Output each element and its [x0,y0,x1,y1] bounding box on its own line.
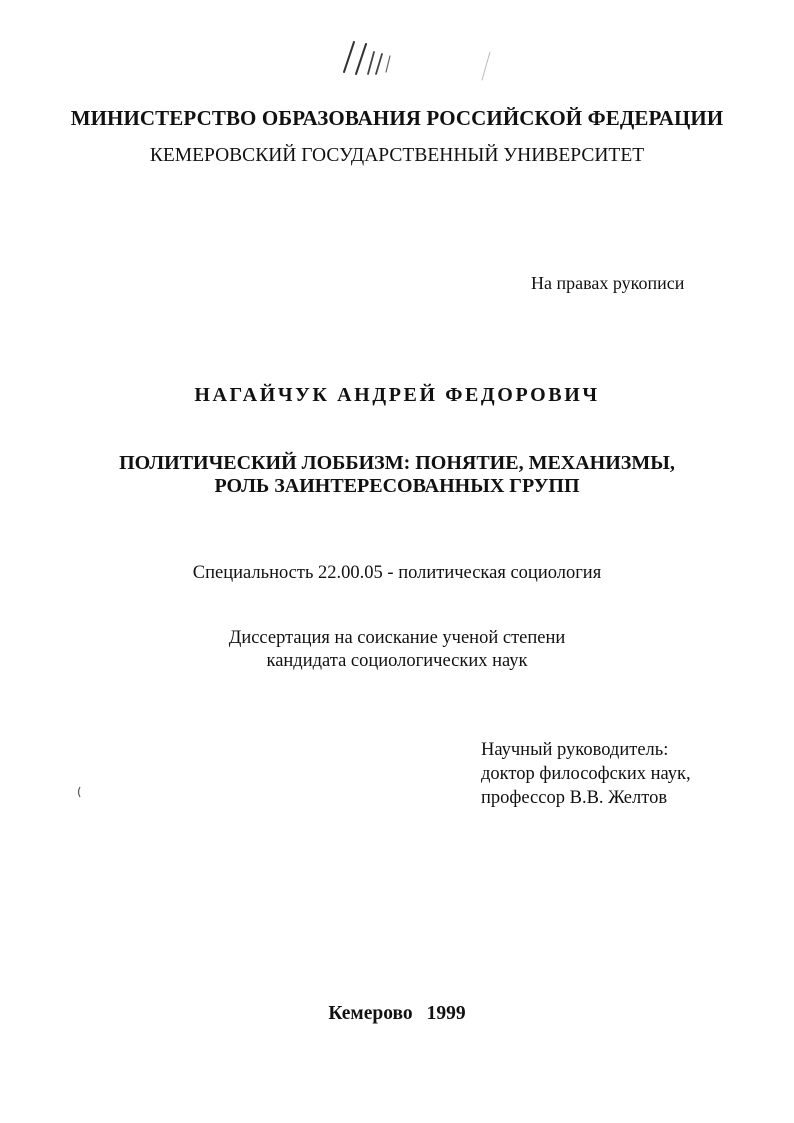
city: Кемерово [328,1003,413,1024]
dissertation-title-line-2: РОЛЬ ЗАИНТЕРЕСОВАННЫХ ГРУПП [214,475,580,497]
city-year [0,1003,794,1025]
scan-artifact [76,786,82,798]
university-heading: КЕМЕРОВСКИЙ ГОСУДАРСТВЕННЫЙ УНИВЕРСИТЕТ [149,145,645,166]
author-name: НАГАЙЧУК АНДРЕЙ ФЕДОРОВИЧ [194,384,600,406]
degree-line-2: кандидата социологических наук [266,651,528,671]
ministry-heading: МИНИСТЕРСТВО ОБРАЗОВАНИЯ РОССИЙСКОЙ ФЕДЕРАЦИИ [70,106,724,130]
dissertation-title-line-1: ПОЛИТИЧЕСКИЙ ЛОББИЗМ: ПОНЯТИЕ, МЕХАНИЗМЫ, [119,452,675,474]
advisor-label: Научный руководитель: [481,740,669,760]
advisor-degree: доктор философских наук, [481,764,691,784]
advisor-name: профессор В.В. Желтов [481,788,668,808]
year: 1999 [426,1003,466,1024]
handwritten-mark [330,34,500,84]
specialty-line: Специальность 22.00.05 - политическая социология [192,563,602,583]
degree-line-1: Диссертация на соискание ученой степени [228,628,566,648]
manuscript-note: На правах рукописи [531,273,685,293]
